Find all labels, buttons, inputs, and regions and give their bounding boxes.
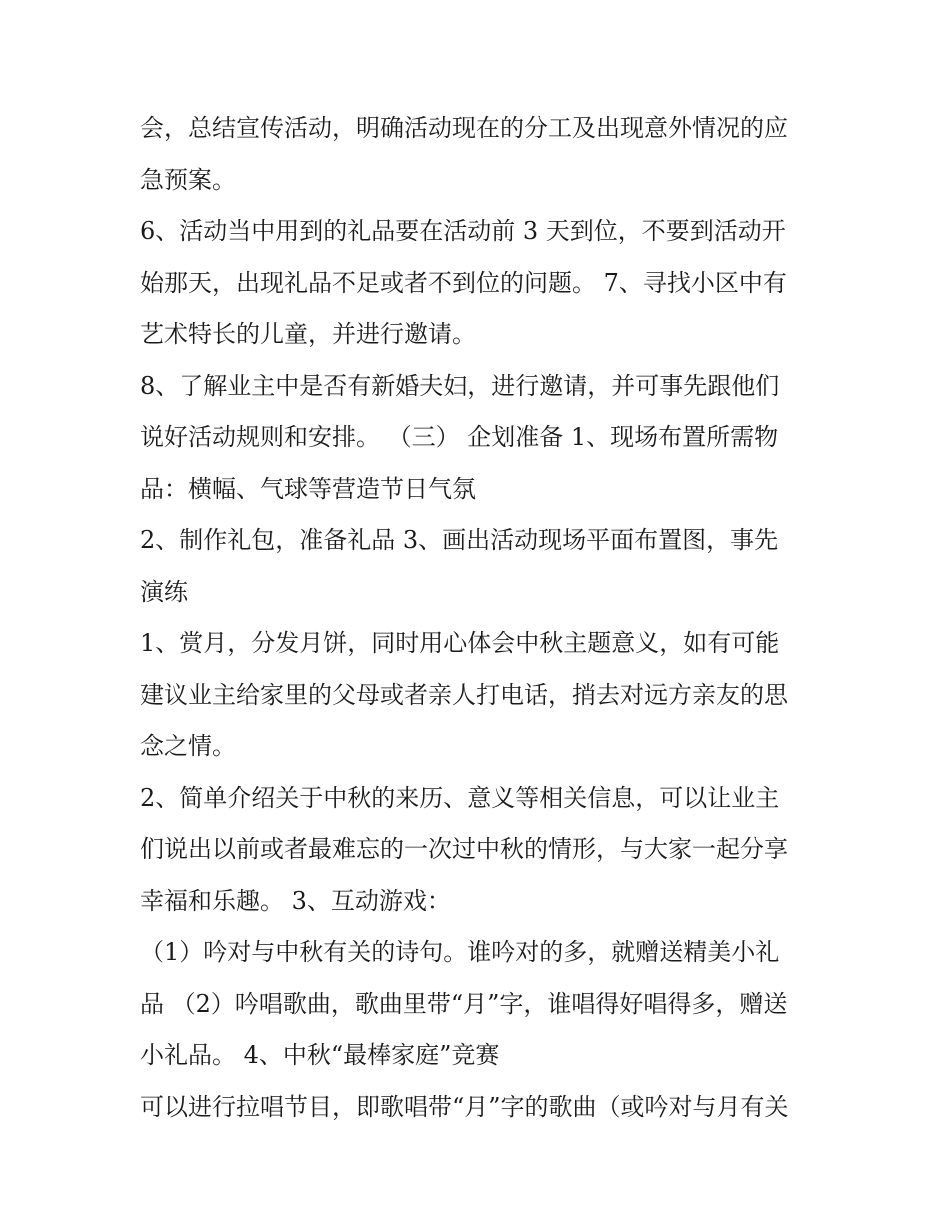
paragraph (140, 103, 820, 206)
text-line: 念之情。 (140, 732, 236, 760)
paragraph (140, 1082, 820, 1134)
text-line: 2、简单介绍关于中秋的来历、意义等相关信息，可以让业主 (140, 783, 780, 812)
text-line: 们说出以前或者最难忘的一次过中秋的情形，与大家一起分享 (140, 835, 788, 863)
text-line: 品：横幅、气球等营造节日气氛 (140, 474, 476, 503)
text-line: 演练 (140, 577, 188, 606)
text-line: 8、了解业主中是否有新婚夫妇，进行邀请，并可事先跟他们 (140, 371, 780, 400)
text-line: 始那天，出现礼品不足或者不到位的问题。 7、寻找小区中有 (140, 268, 787, 297)
paragraph (140, 361, 820, 516)
text-line: 艺术特长的儿童，并进行邀请。 (140, 320, 476, 348)
text-line: 2、制作礼包，准备礼品 3、画出活动现场平面布置图，事先 (140, 526, 779, 554)
paragraph (140, 515, 820, 618)
text-line: 幸福和乐趣。 3、互动游戏： (140, 886, 451, 915)
text-line: （1）吟对与中秋有关的诗句。谁吟对的多，就赠送精美小礼 (140, 938, 780, 966)
paragraph (140, 618, 820, 773)
paragraph (140, 773, 820, 928)
text-line: 说好活动规则和安排。 （三） 企划准备 1、现场布置所需物 (140, 423, 779, 451)
text-line: 急预案。 (140, 165, 236, 194)
text-line: 1、赏月，分发月饼，同时用心体会中秋主题意义，如有可能 (140, 629, 780, 657)
text-line: 6、活动当中用到的礼品要在活动前 3 天到位，不要到活动开 (140, 217, 786, 245)
document-body (140, 103, 820, 1133)
text-line: 可以进行拉唱节目，即歌唱带“月”字的歌曲（或吟对与月有关 (140, 1092, 789, 1121)
text-line: 会，总结宣传活动，明确活动现在的分工及出现意外情况的应 (140, 114, 788, 142)
text-line: 品 （2）吟唱歌曲，歌曲里带“月”字，谁唱得好唱得多，赠送 (140, 989, 788, 1018)
text-line: 建议业主给家里的父母或者亲人打电话，捎去对远方亲友的思 (140, 680, 788, 709)
paragraph (140, 206, 820, 361)
text-line: 小礼品。 4、中秋“最棒家庭”竞赛 (140, 1041, 500, 1069)
paragraph (140, 927, 820, 1082)
